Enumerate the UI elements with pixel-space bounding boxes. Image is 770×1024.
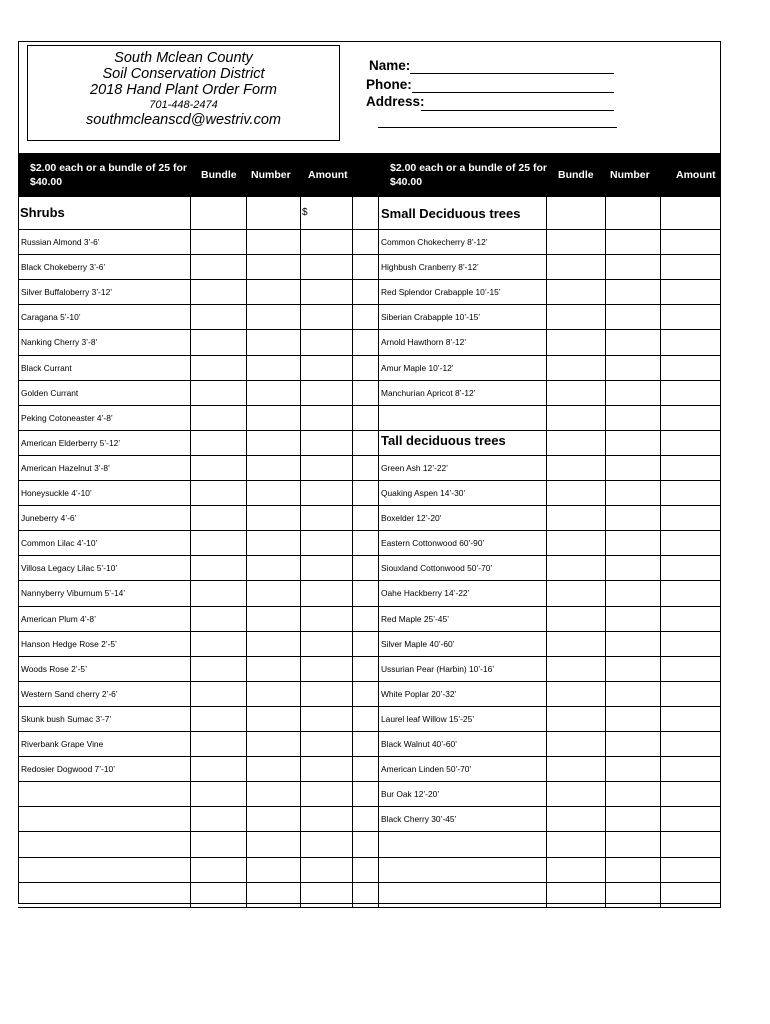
- grid-row-line: [18, 455, 721, 456]
- right-number-header: Number: [610, 169, 650, 181]
- district-name: Soil Conservation District: [102, 66, 265, 82]
- shrubs-heading: Shrubs: [20, 205, 65, 220]
- left-price-header: $2.00 each or a bundle of 25 for $40.00: [30, 162, 187, 188]
- small-deciduous-heading: Small Deciduous trees: [381, 206, 521, 221]
- tree-item: Silver Maple 40’-60’: [381, 638, 455, 649]
- tree-item: Red Maple 25’-45’: [381, 613, 449, 624]
- grid-column-line: [546, 197, 547, 907]
- grid-row-line: [18, 254, 721, 255]
- shrub-item: Russian Almond 3’-6’: [21, 237, 100, 247]
- phone-field[interactable]: [412, 92, 614, 93]
- tree-item: Boxelder 12’-20’: [381, 513, 442, 524]
- right-bundle-header: Bundle: [558, 169, 594, 181]
- tree-item: Common Chokecherry 8’-12’: [381, 237, 488, 247]
- shrub-item: American Plum 4’-8’: [21, 613, 96, 624]
- left-bundle-header: Bundle: [201, 169, 237, 181]
- shrub-item: Black Chokeberry 3’-6’: [21, 262, 106, 273]
- grid-column-line: [300, 197, 301, 907]
- shrub-item: Golden Currant: [21, 387, 79, 398]
- grid-row-line: [18, 631, 721, 632]
- shrub-item: Peking Cotoneaster 4’-8’: [21, 412, 113, 423]
- grid-row-line: [18, 304, 721, 305]
- grid-row-line: [18, 580, 721, 581]
- left-number-header: Number: [251, 169, 291, 181]
- shrub-item: Nannyberry Viburnum 5’-14’: [21, 588, 126, 599]
- grid-column-line: [246, 197, 247, 907]
- address-field[interactable]: [421, 110, 614, 111]
- shrub-item: Woods Rose 2’-5’: [21, 663, 87, 674]
- right-amount-header: Amount: [676, 169, 716, 181]
- shrub-item: Honeysuckle 4’-10’: [21, 488, 92, 498]
- shrub-item: Juneberry 4’-6’: [21, 513, 77, 524]
- shrub-item: Riverbank Grape Vine: [21, 739, 104, 749]
- shrub-item: Caragana 5’-10’: [21, 312, 81, 323]
- shrub-item: Nanking Cherry 3’-8’: [21, 337, 98, 348]
- grid-row-line: [18, 405, 721, 406]
- grid-row-line: [18, 355, 721, 356]
- tree-item: Arnold Hawthorn 8’-12’: [381, 337, 467, 348]
- grid-row-line: [18, 781, 721, 782]
- shrub-item: American Hazelnut 3’-8’: [21, 462, 110, 473]
- tree-item: Ussurian Pear (Harbin) 10’-16’: [381, 663, 495, 674]
- grid-row-line: [18, 857, 721, 858]
- grid-column-line: [378, 197, 379, 907]
- phone-label: Phone:: [366, 77, 412, 92]
- grid-column-line: [352, 197, 353, 907]
- grid-row-line: [18, 806, 721, 807]
- grid-row-line: [18, 505, 721, 506]
- grid-row-line: [18, 329, 721, 330]
- grid-row-line: [18, 681, 721, 682]
- grid-row-line: [18, 831, 721, 832]
- grid-column-line: [190, 197, 191, 907]
- form-title-box: [27, 45, 340, 141]
- district-phone: 701-448-2474: [149, 99, 218, 111]
- tree-item: Siouxland Cottonwood 50’-70’: [381, 563, 493, 574]
- grid-row-line: [18, 656, 721, 657]
- tree-item: Amur Maple 10’-12’: [381, 362, 454, 373]
- grid-row-line: [18, 229, 721, 230]
- grid-row-line: [18, 555, 721, 556]
- shrub-item: American Elderberry 5’-12’: [21, 437, 121, 448]
- tree-item: Red Splendor Crabapple 10’-15’: [381, 287, 501, 298]
- tree-item: Laurel leaf Willow 15’-25’: [381, 713, 475, 724]
- table-header-bar: [18, 153, 721, 197]
- grid-row-line: [18, 907, 721, 908]
- tree-item: American Linden 50’-70’: [381, 764, 472, 775]
- tree-item: Oahe Hackberry 14’-22’: [381, 588, 470, 599]
- grid-row-line: [18, 706, 721, 707]
- district-email: southmcleanscd@westriv.com: [86, 112, 281, 128]
- grid-row-line: [18, 279, 721, 280]
- shrub-item: Western Sand cherry 2’-6’: [21, 688, 118, 699]
- district-county: South Mclean County: [114, 50, 253, 66]
- right-price-header: $2.00 each or a bundle of 25 for $40.00: [390, 162, 547, 188]
- grid-column-line: [605, 197, 606, 907]
- shrub-item: Villosa Legacy Lilac 5’-10’: [21, 563, 118, 574]
- grid-column-line: [720, 197, 721, 907]
- tree-item: Bur Oak 12’-20’: [381, 789, 440, 800]
- shrub-item: Black Currant: [21, 362, 72, 373]
- shrub-item: Redosier Dogwood 7’-10’: [21, 764, 116, 775]
- tree-item: Highbush Cranberry 8’-12’: [381, 262, 479, 273]
- shrub-item: Skunk bush Sumac 3’-7’: [21, 713, 112, 724]
- tree-item: Eastern Cottonwood 60’-90’: [381, 538, 485, 549]
- grid-column-line: [660, 197, 661, 907]
- grid-row-line: [18, 530, 721, 531]
- tree-item: Black Walnut 40’-60’: [381, 739, 458, 749]
- tree-item: Manchurian Apricot 8’-12’: [381, 387, 476, 398]
- grid-row-line: [18, 430, 721, 431]
- shrub-item: Common Lilac 4’-10’: [21, 538, 98, 549]
- name-field[interactable]: [410, 73, 614, 74]
- shrub-item: Hanson Hedge Rose 2’-5’: [21, 638, 117, 649]
- tree-item: Quaking Aspen 14’-30’: [381, 488, 466, 498]
- tree-item: Green Ash 12’-22’: [381, 462, 449, 473]
- shrub-item: Silver Buffaloberry 3’-12’: [21, 287, 113, 298]
- tree-item: White Poplar 20’-32’: [381, 688, 457, 699]
- grid-row-line: [18, 380, 721, 381]
- tall-deciduous-heading: Tall deciduous trees: [381, 433, 506, 448]
- address-field-line-2[interactable]: [378, 127, 617, 128]
- grid-row-line: [18, 882, 721, 883]
- left-amount-header: Amount: [308, 169, 348, 181]
- name-label: Name:: [369, 58, 411, 73]
- address-label: Address:: [366, 94, 425, 109]
- shrubs-amount-dollar: $: [302, 207, 308, 218]
- tree-item: Siberian Crabapple 10’-15’: [381, 312, 481, 323]
- grid-row-line: [18, 756, 721, 757]
- grid-row-line: [18, 731, 721, 732]
- tree-item: Black Cherry 30’-45’: [381, 814, 457, 825]
- grid-row-line: [18, 606, 721, 607]
- form-title: 2018 Hand Plant Order Form: [90, 82, 277, 98]
- grid-row-line: [18, 480, 721, 481]
